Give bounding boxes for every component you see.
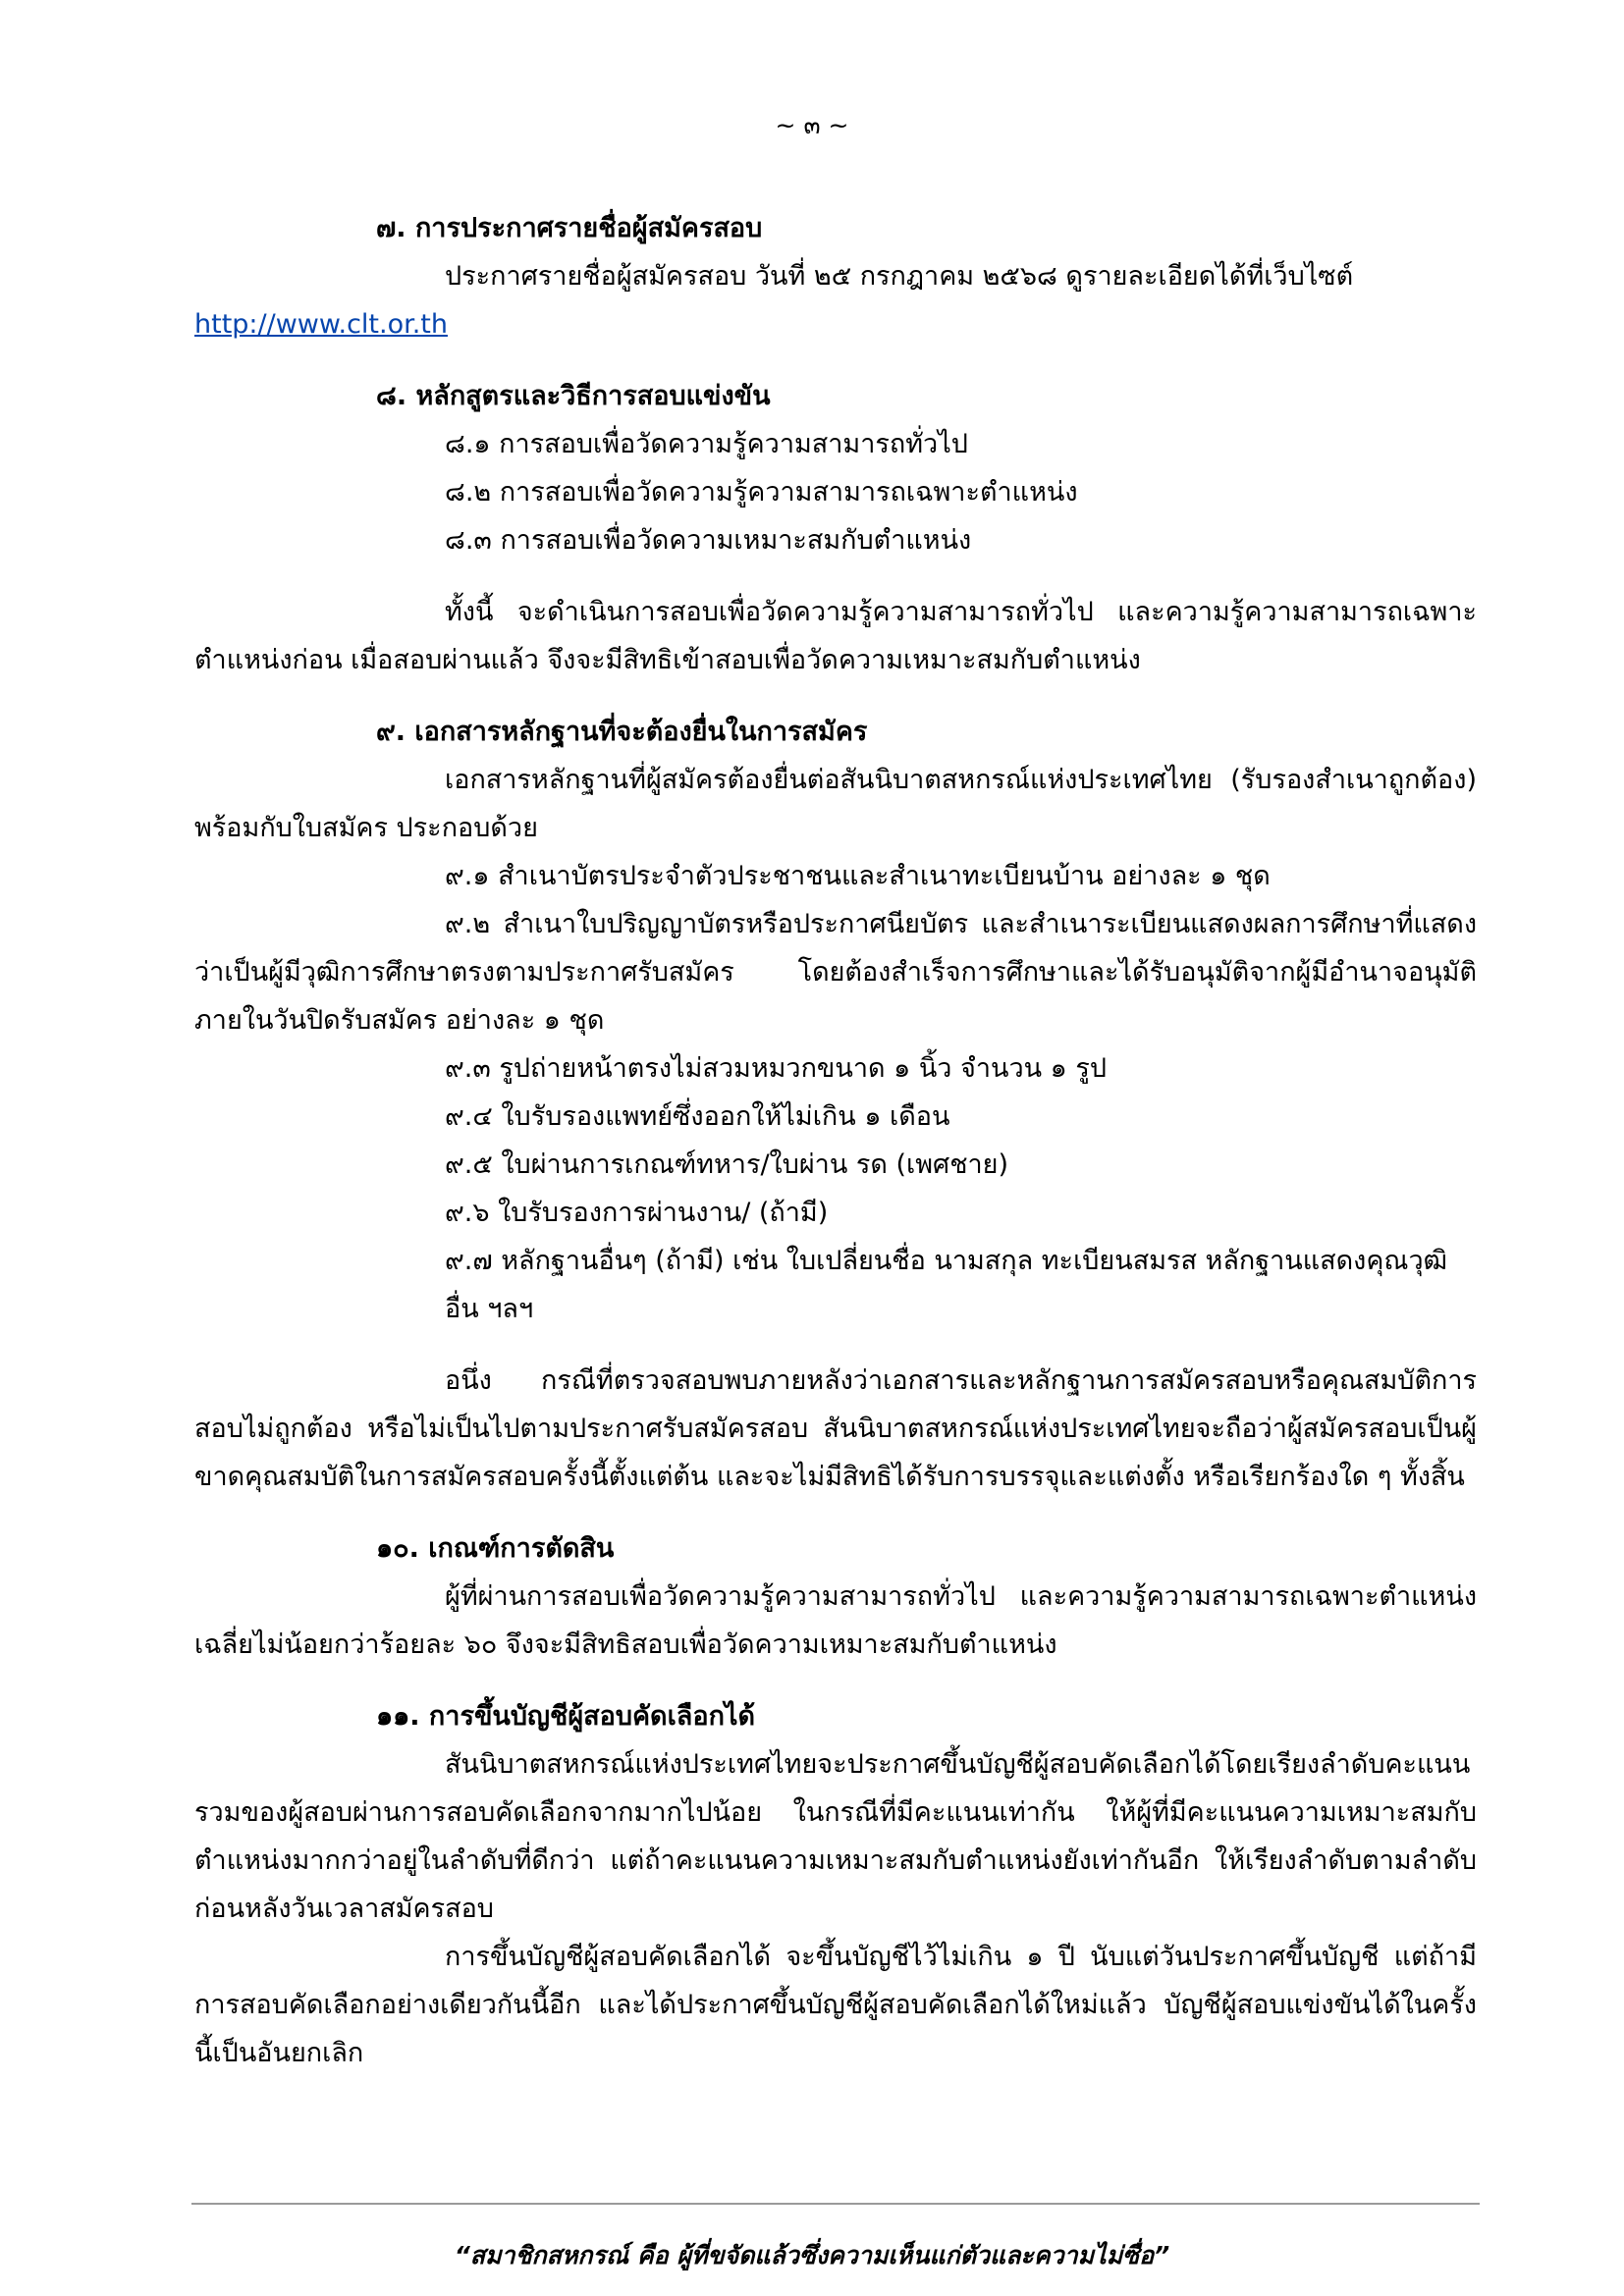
footer-divider (191, 2203, 1480, 2205)
section-9-heading: ๙. เอกสารหลักฐานที่จะต้องยื่นในการสมัคร (376, 717, 868, 747)
page-number: ~ ๓ ~ (775, 111, 849, 139)
list-item: ๙.๖ ใบรับรองการผ่านงาน/ (ถ้ามี) (445, 1198, 829, 1228)
list-item: ๙.๗ หลักฐานอื่นๆ (ถ้ามี) เช่น ใบเปลี่ยนชื่อ นามสกุล ทะเบียนสมรส หลักฐานแสดงคุณวุฒิอื่น ฯลฯ (445, 1246, 1448, 1324)
footer-quote: “สมาชิกสหกรณ์ คือ ผู้ที่ขจัดแล้วซึ่งความเห็นแก่ตัวและความไม่ซื่อ” (454, 2241, 1170, 2269)
section-7 (194, 204, 1477, 348)
section-10-text: ผู้ที่ผ่านการสอบเพื่อวัดความรู้ความสามารถทั่วไป และความรู้ความสามารถเฉพาะตำแหน่งเฉลี่ยไม่น้อยกว่าร้อยละ ๖๐ จึงจะมีสิทธิสอบเพื่อวัดความเหมาะสมกับตำแหน่ง (194, 1581, 1477, 1660)
list-item: ๙.๕ ใบผ่านการเกณฑ์ทหาร/ใบผ่าน รด (เพศชาย) (445, 1149, 1009, 1180)
website-link[interactable]: http://www.clt.or.th (194, 309, 449, 340)
section-11-paragraph-2: การขึ้นบัญชีผู้สอบคัดเลือกได้ จะขึ้นบัญชีไว้ไม่เกิน ๑ ปี นับแต่วันประกาศขึ้นบัญชี แต่ถ้ามีการสอบคัดเลือกอย่างเดียวกันนี้อีก และได้ประกาศขึ้นบัญชีผู้สอบคัดเลือกได้ใหม่แล้ว บัญชีผู้สอบแข่งขันได้ในครั้งนี้เป็นอันยกเลิก (194, 1942, 1477, 2068)
section-8 (194, 372, 1477, 684)
list-item: ๘.๑ การสอบเพื่อวัดความรู้ความสามารถทั่วไป (445, 429, 968, 459)
section-7-text-body: ประกาศรายชื่อผู้สมัครสอบ วันที่ ๒๕ กรกฎาคม ๒๕๖๘ ดูรายละเอียดได้ที่เว็บไซต์ (445, 261, 1354, 292)
list-item: ๘.๓ การสอบเพื่อวัดความเหมาะสมกับตำแหน่ง (445, 525, 972, 556)
section-10-heading: ๑๐. เกณฑ์การตัดสิน (376, 1533, 615, 1564)
section-7-heading: ๗. การประกาศรายชื่อผู้สมัครสอบ (376, 213, 763, 243)
list-item: ๙.๒ สำเนาใบปริญญาบัตรหรือประกาศนียบัตร และสำเนาระเบียนแสดงผลการศึกษาที่แสดงว่าเป็นผู้มีวุฒิการศึกษาตรงตามประกาศรับสมัคร โดยต้องสำเร็จการศึกษาและได้รับอนุมัติจากผู้มีอำนาจอนุมัติภายในวันปิดรับสมัคร อย่างละ ๑ ชุด (194, 909, 1477, 1036)
section-7-text (194, 252, 1477, 348)
section-8-note: ทั้งนี้ จะดำเนินการสอบเพื่อวัดความรู้ความสามารถทั่วไป และความรู้ความสามารถเฉพาะตำแหน่งก่อน เมื่อสอบผ่านแล้ว จึงจะมีสิทธิเข้าสอบเพื่อวัดความเหมาะสมกับตำแหน่ง (194, 597, 1477, 675)
section-9 (194, 708, 1477, 1501)
section-11 (194, 1692, 1477, 2077)
section-9-note: อนึ่ง กรณีที่ตรวจสอบพบภายหลังว่าเอกสารและหลักฐานการสมัครสอบหรือคุณสมบัติการสอบไม่ถูกต้อง หรือไม่เป็นไปตามประกาศรับสมัครสอบ สันนิบาตสหกรณ์แห่งประเทศไทยจะถือว่าผู้สมัครสอบเป็นผู้ขาดคุณสมบัติในการสมัครสอบครั้งนี้ตั้งแต่ต้น และจะไม่มีสิทธิได้รับการบรรจุและแต่งตั้ง หรือเรียกร้องใด ๆ ทั้งสิ้น (194, 1365, 1477, 1492)
list-item: ๙.๔ ใบรับรองแพทย์ซึ่งออกให้ไม่เกิน ๑ เดือน (445, 1101, 950, 1132)
document-body (194, 204, 1477, 2077)
list-item: ๙.๓ รูปถ่ายหน้าตรงไม่สวมหมวกขนาด ๑ นิ้ว จำนวน ๑ รูป (445, 1053, 1108, 1084)
section-9-intro: เอกสารหลักฐานที่ผู้สมัครต้องยื่นต่อสันนิบาตสหกรณ์แห่งประเทศไทย (รับรองสำเนาถูกต้อง) พร้อมกับใบสมัคร ประกอบด้วย (194, 765, 1477, 843)
section-10 (194, 1524, 1477, 1669)
section-8-heading: ๘. หลักสูตรและวิธีการสอบแข่งขัน (376, 381, 771, 411)
section-11-heading: ๑๑. การขึ้นบัญชีผู้สอบคัดเลือกได้ (376, 1701, 756, 1732)
list-item: ๘.๒ การสอบเพื่อวัดความรู้ความสามารถเฉพาะตำแหน่ง (445, 477, 1078, 507)
list-item: ๙.๑ สำเนาบัตรประจำตัวประชาชนและสำเนาทะเบียนบ้าน อย่างละ ๑ ชุด (445, 861, 1271, 891)
section-11-paragraph-1: สันนิบาตสหกรณ์แห่งประเทศไทยจะประกาศขึ้นบัญชีผู้สอบคัดเลือกได้โดยเรียงลำดับคะแนนรวมของผู้สอบผ่านการสอบคัดเลือกจากมากไปน้อย ในกรณีที่มีคะแนนเท่ากัน ให้ผู้ที่มีคะแนนความเหมาะสมกับตำแหน่งมากกว่าอยู่ในลำดับที่ดีกว่า แต่ถ้าคะแนนความเหมาะสมกับตำแหน่งยังเท่ากันอีก ให้เรียงลำดับตามลำดับก่อนหลังวันเวลาสมัครสอบ (194, 1749, 1477, 1924)
